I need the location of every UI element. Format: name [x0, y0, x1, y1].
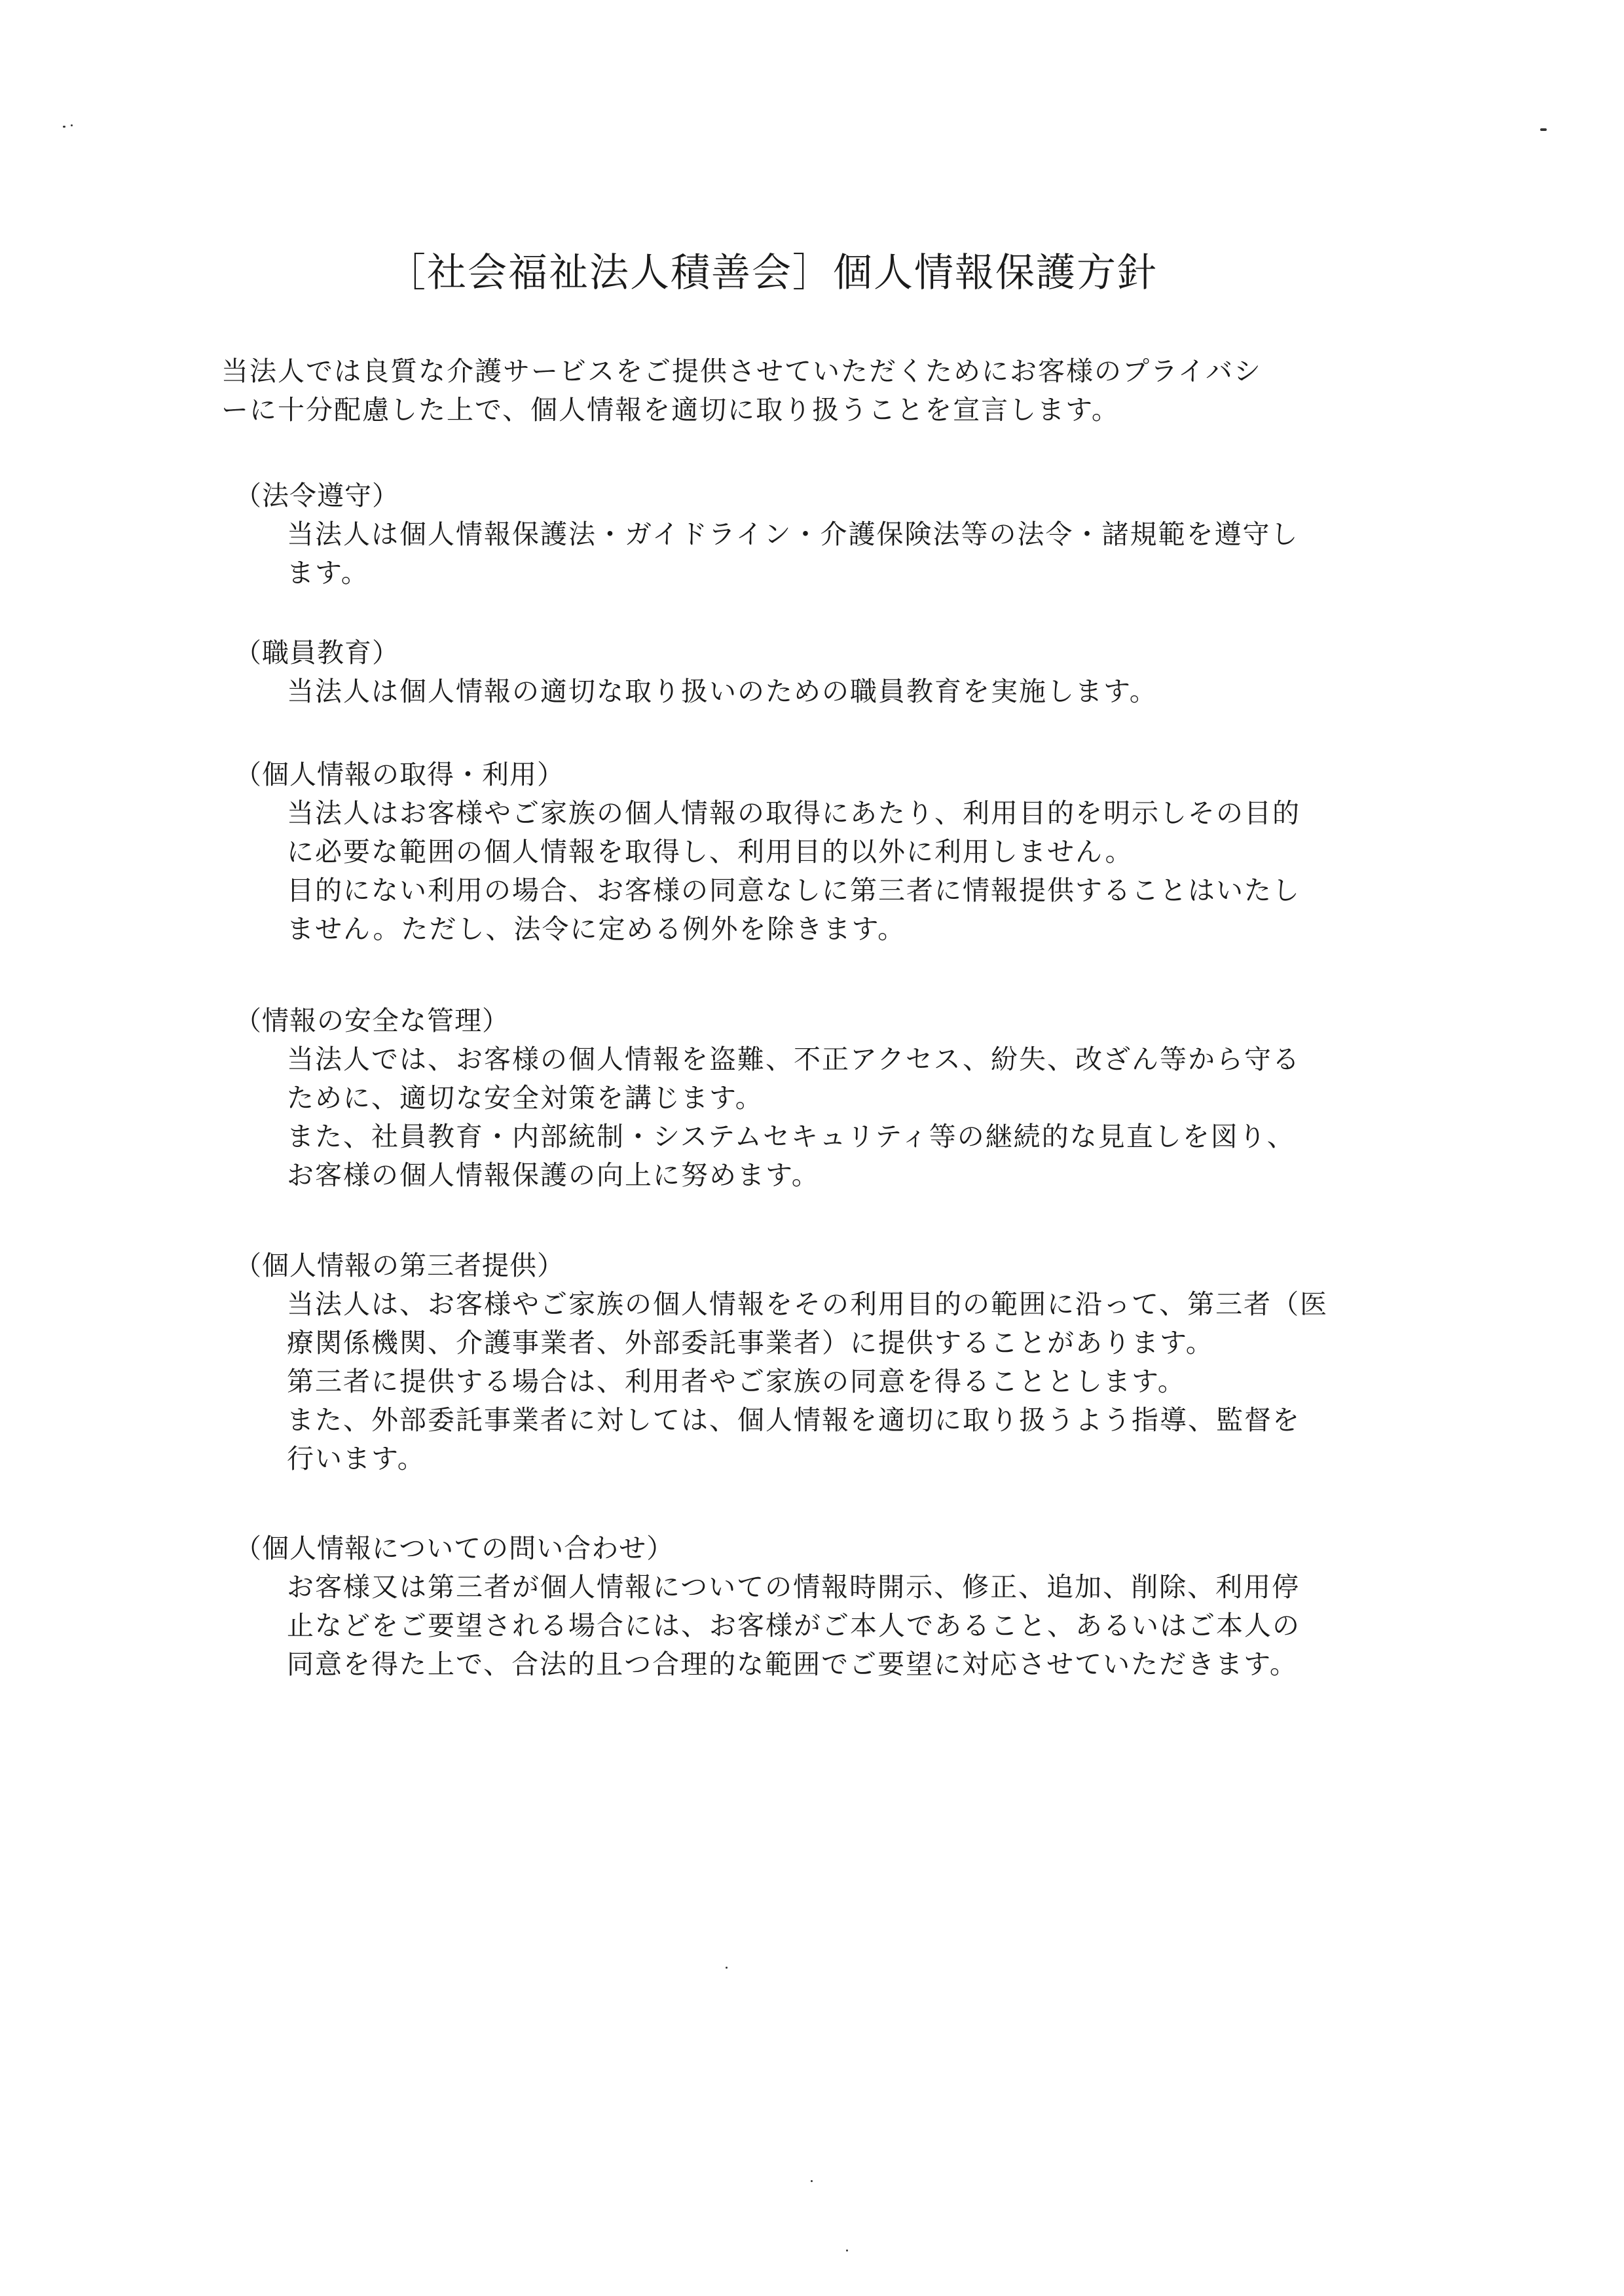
- section-line: 第三者に提供する場合は、利用者やご家族の同意を得ることとします。: [287, 1366, 1186, 1397]
- section-line: また、外部委託事業者に対しては、個人情報を適切に取り扱うよう指導、監督を: [287, 1404, 1301, 1436]
- scan-speck: [811, 2180, 813, 2182]
- section-staff-education: [221, 634, 1426, 711]
- section-line: 療関係機関、介護事業者、外部委託事業者）に提供することがあります。: [287, 1327, 1214, 1358]
- intro-line: 当法人では良質な介護サービスをご提供させていただくためにお客様のプライバシ: [221, 355, 1262, 387]
- section-line: 行います。: [287, 1443, 426, 1474]
- section-line: に必要な範囲の個人情報を取得し、利用目的以外に利用しません。: [287, 836, 1134, 867]
- section-heading: （個人情報の第三者提供）: [234, 1250, 564, 1281]
- scan-speck: [63, 126, 65, 128]
- section-heading: （情報の安全な管理）: [234, 1005, 509, 1036]
- section-line: ます。: [287, 557, 369, 589]
- section-line: 当法人では、お客様の個人情報を盗難、不正アクセス、紛失、改ざん等から守る: [287, 1044, 1301, 1075]
- section-line: 同意を得た上で、合法的且つ合理的な範囲でご要望に対応させていただきます。: [287, 1649, 1298, 1680]
- section-line: ません。ただし、法令に定める例外を除きます。: [287, 913, 906, 945]
- section-line: 当法人は、お客様やご家族の個人情報をその利用目的の範囲に沿って、第三者（医: [287, 1288, 1329, 1320]
- page-title: ［社会福祉法人積善会］個人情報保護方針: [386, 250, 1158, 296]
- section-line: 止などをご要望される場合には、お客様がご本人であること、あるいはご本人の: [287, 1610, 1301, 1641]
- scan-speck: [71, 124, 73, 126]
- section-legal-compliance: [221, 477, 1426, 592]
- section-safe-management: [221, 1002, 1426, 1195]
- section-inquiries: [221, 1529, 1426, 1684]
- section-third-party-provision: [221, 1247, 1426, 1478]
- section-heading: （法令遵守）: [234, 480, 399, 511]
- section-heading: （個人情報についての問い合わせ）: [234, 1533, 674, 1564]
- section-acquisition-use: [221, 756, 1426, 949]
- section-line: 目的にない利用の場合、お客様の同意なしに第三者に情報提供することはいたし: [287, 875, 1301, 906]
- scan-speck: [846, 2250, 848, 2251]
- intro-paragraph: [221, 352, 1413, 429]
- section-heading: （職員教育）: [234, 637, 399, 668]
- scan-speck: [726, 1967, 728, 1969]
- section-line: ために、適切な安全対策を講じます。: [287, 1082, 764, 1114]
- intro-line: ーに十分配慮した上で、個人情報を適切に取り扱うことを宣言します。: [221, 394, 1120, 426]
- section-heading: （個人情報の取得・利用）: [234, 759, 564, 790]
- section-line: 当法人はお客様やご家族の個人情報の取得にあたり、利用目的を明示しその目的: [287, 797, 1301, 829]
- section-line: お客様の個人情報保護の向上に努めます。: [287, 1159, 820, 1191]
- scan-speck: [1540, 128, 1547, 131]
- section-line: また、社員教育・内部統制・システムセキュリティ等の継続的な見直しを図り、: [287, 1121, 1295, 1152]
- section-line: 当法人は個人情報保護法・ガイドライン・介護保険法等の法令・諸規範を遵守し: [287, 519, 1299, 550]
- section-line: お客様又は第三者が個人情報についての情報時開示、修正、追加、削除、利用停: [287, 1571, 1301, 1603]
- section-line: 当法人は個人情報の適切な取り扱いのための職員教育を実施します。: [287, 676, 1158, 707]
